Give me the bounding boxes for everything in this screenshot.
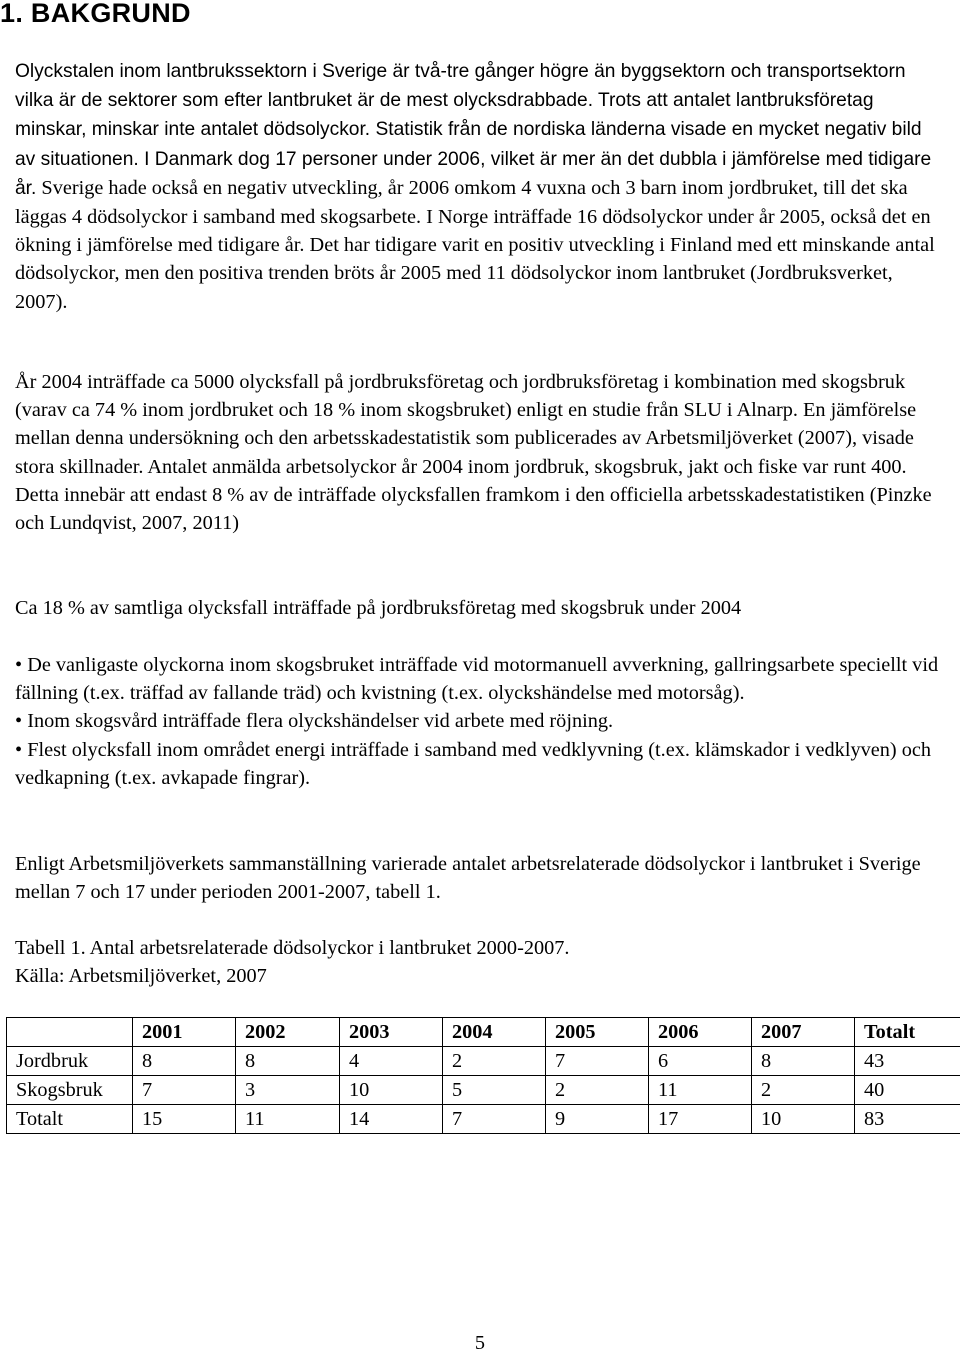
- table-cell: Skogsbruk: [7, 1076, 133, 1105]
- list-item-text: Inom skogsvård inträffade flera olyckshändelser vid arbete med röjning.: [27, 710, 614, 733]
- section-heading: 1. BAKGRUND: [0, 0, 191, 28]
- table-header-cell: 2007: [752, 1018, 855, 1047]
- table-header-cell: 2006: [649, 1018, 752, 1047]
- list-item: [15, 651, 945, 707]
- table-cell: 10: [340, 1076, 443, 1105]
- table-cell: 11: [649, 1076, 752, 1105]
- table-cell: Jordbruk: [7, 1047, 133, 1076]
- paragraph-background-serif-part: Sverige hade också en negativ utveckling, år 2006 omkom 4 vuxna och 3 barn inom jordbruket, till det ska läggas 4 dödsolyckor i samband med skogsarbete. I Norge inträffade 16 dödsolyckor under år 2005, också det en ökning i jämförelse med tidigare år. Det har tidigare varit en positiv utveckling i Finland med ett minskande antal dödsolyckor, men den positiva trenden bröts år 2005 med 11 dödsolyckor inom lantbruket (Jordbruksverket, 2007).: [15, 176, 935, 313]
- table-cell: 83: [855, 1105, 960, 1134]
- table-cell: 7: [133, 1076, 236, 1105]
- table-cell: 3: [236, 1076, 340, 1105]
- table-cell: 14: [340, 1105, 443, 1134]
- table-cell: 43: [855, 1047, 960, 1076]
- table-header-row: [7, 1018, 960, 1047]
- paragraph-statistics-summary: Enligt Arbetsmiljöverkets sammanställning varierade antalet arbetsrelaterade dödsolyckor i lantbruket i Sverige mellan 7 och 17 under perioden 2001-2007, tabell 1.: [15, 853, 921, 904]
- table-header-cell: 2002: [236, 1018, 340, 1047]
- table-cell: 4: [340, 1047, 443, 1076]
- table-header-cell: [7, 1018, 133, 1047]
- table-header-cell: 2004: [443, 1018, 546, 1047]
- list-item: [15, 736, 945, 792]
- table-cell: 8: [236, 1047, 340, 1076]
- bullet-marker: •: [15, 738, 23, 761]
- table-cell: 8: [752, 1047, 855, 1076]
- paragraph-background: [15, 57, 945, 316]
- fatalities-table: [6, 1017, 960, 1134]
- table-cell: 40: [855, 1076, 960, 1105]
- table-header-cell: 2005: [546, 1018, 649, 1047]
- table-cell: 6: [649, 1047, 752, 1076]
- table-cell: 5: [443, 1076, 546, 1105]
- list-item-text: De vanligaste olyckorna inom skogsbruket inträffade vid motormanuell avverkning, gallringsarbete speciellt vid fällning (t.ex. träffad av fallande träd) och kvistning (t.ex. olyckshändelse med motorsåg).: [15, 654, 939, 705]
- table-cell: 8: [133, 1047, 236, 1076]
- table-source: Källa: Arbetsmiljöverket, 2007: [15, 965, 267, 988]
- paragraph-background-sans-part: Olyckstalen inom lantbrukssektorn i Sverige är två-tre gånger högre än byggsektorn och transportsektorn vilka är de sektorer som efter lantbruket är de mest olycksdrabbade. Trots att antalet lantbruksföretag minskar, minskar inte antalet dödsolyckor. Statistik från de nordiska länderna visade en mycket negativ bild av situationen. I Danmark dog 17 personer under 2006, vilket är mer än det dubbla i jämförelse med tidigare år.: [15, 61, 932, 199]
- table-row: [7, 1105, 960, 1134]
- list-item: [15, 707, 945, 735]
- table-cell: 2: [443, 1047, 546, 1076]
- paragraph-forestry-share: Ca 18 % av samtliga olycksfall inträffade på jordbruksföretag med skogsbruk under 2004: [15, 597, 742, 619]
- table-cell: 7: [546, 1047, 649, 1076]
- table-cell: 7: [443, 1105, 546, 1134]
- table-row: [7, 1047, 960, 1076]
- table-cell: Totalt: [7, 1105, 133, 1134]
- table-cell: 17: [649, 1105, 752, 1134]
- table-title: Tabell 1. Antal arbetsrelaterade dödsolyckor i lantbruket 2000-2007.: [15, 937, 570, 959]
- bullet-list: [15, 651, 945, 792]
- table-cell: 15: [133, 1105, 236, 1134]
- table-header-cell: 2001: [133, 1018, 236, 1047]
- table-cell: 2: [752, 1076, 855, 1105]
- table-cell: 9: [546, 1105, 649, 1134]
- bullet-marker: •: [15, 654, 23, 676]
- table-header-cell: 2003: [340, 1018, 443, 1047]
- paragraph-accident-study: År 2004 inträffade ca 5000 olycksfall på jordbruksföretag och jordbruksföretag i kombination med skogsbruk (varav ca 74 % inom jordbruket och 18 % inom skogsbruket) enligt en studie från SLU i Alnarp. En jämförelse mellan denna undersökning och den arbetsskadestatistik som publicerades av Arbetsmiljöverket (2007), visade stora skillnader. Antalet anmälda arbetsolyckor år 2004 inom jordbruk, skogsbruk, jakt och fiske var runt 400. Detta innebär att endast 8 % av de inträffade olycksfallen framkom i den officiella arbetsskadestatistiken (Pinzke och Lundqvist, 2007, 2011): [15, 371, 932, 535]
- list-item-text: Flest olycksfall inom området energi inträffade i samband med vedklyvning (t.ex. klämskador i vedklyven) och vedkapning (t.ex. avkapade fingrar).: [15, 738, 931, 789]
- table-caption: [15, 934, 945, 990]
- table-cell: 2: [546, 1076, 649, 1105]
- table-cell: 10: [752, 1105, 855, 1134]
- table-row: [7, 1076, 960, 1105]
- bullet-marker: •: [15, 710, 23, 733]
- page-number: 5: [474, 1332, 486, 1354]
- table-header-cell: Totalt: [855, 1018, 960, 1047]
- table-cell: 11: [236, 1105, 340, 1134]
